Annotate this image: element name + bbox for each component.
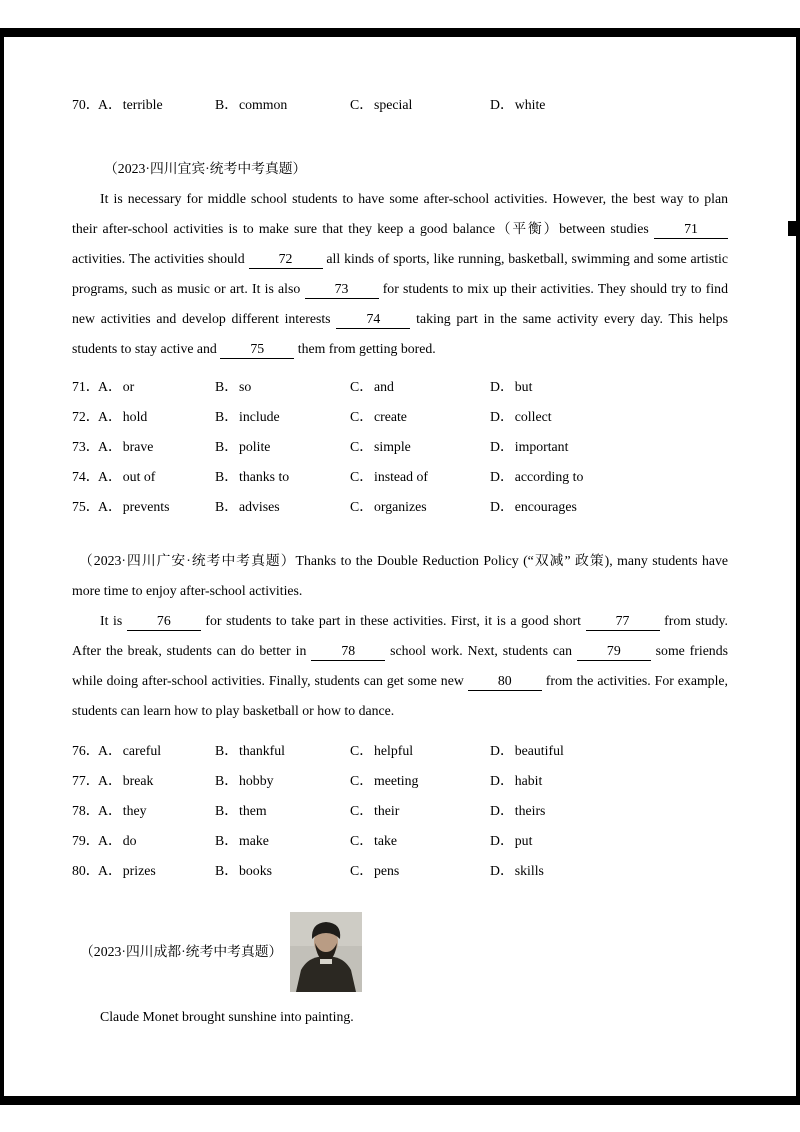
- option-label: C．: [350, 97, 373, 112]
- passage-text: some friends while doing after-school activities. Finally, students can get some new: [72, 643, 728, 688]
- option-label: B．: [215, 469, 238, 484]
- option-label: B．: [215, 863, 238, 878]
- option-text: books: [239, 863, 272, 878]
- question-row: [72, 492, 728, 522]
- option-cell: [350, 736, 490, 766]
- option-cell: [490, 90, 728, 120]
- option-label: C．: [350, 743, 373, 758]
- passage-text: school work. Next, students can: [385, 643, 577, 658]
- question-number: 75．: [72, 499, 100, 514]
- option-text: and: [374, 379, 394, 394]
- question-row: [72, 462, 728, 492]
- passage-text: It is: [100, 613, 127, 628]
- option-text: important: [514, 439, 569, 454]
- blank-78: 78: [311, 642, 385, 661]
- passage-caption-monet: Claude Monet brought sunshine into painting.: [100, 1009, 354, 1024]
- option-label: A．: [98, 439, 122, 454]
- option-label: D．: [490, 97, 514, 112]
- scan-edge-bottom: [0, 1096, 800, 1105]
- option-label: A．: [98, 863, 122, 878]
- option-cell: [350, 432, 490, 462]
- option-cell: [490, 402, 728, 432]
- option-cell: [215, 492, 350, 522]
- option-label: A．: [98, 97, 122, 112]
- option-label: B．: [215, 97, 238, 112]
- passage-text: It is necessary for middle school students to have some after-school activities. However, the best way to plan their after-school activities is to make sure that they keep a good balance（平衡）between studies: [72, 191, 728, 236]
- option-cell: [72, 90, 215, 120]
- blank-75: 75: [220, 340, 294, 359]
- option-cell: [72, 432, 215, 462]
- option-cell: [72, 372, 215, 402]
- option-text: put: [514, 833, 533, 848]
- option-label: A．: [98, 409, 122, 424]
- option-label: C．: [350, 803, 373, 818]
- option-cell: [350, 462, 490, 492]
- option-cell: [215, 402, 350, 432]
- option-label: B．: [215, 409, 238, 424]
- option-label: D．: [490, 379, 514, 394]
- question-row: [72, 90, 728, 120]
- option-text: white: [514, 97, 546, 112]
- question-number: 78．: [72, 803, 100, 818]
- scan-edge-left: [0, 28, 4, 1105]
- option-label: B．: [215, 499, 238, 514]
- option-label: D．: [490, 743, 514, 758]
- option-text: they: [122, 803, 147, 818]
- option-cell: [72, 766, 215, 796]
- blank-80: 80: [468, 672, 542, 691]
- option-text: them: [239, 803, 267, 818]
- option-text: hold: [122, 409, 148, 424]
- option-text: so: [239, 379, 252, 394]
- passage-text: activities. The activities should: [72, 251, 249, 266]
- option-cell: [490, 462, 728, 492]
- question-number: 71．: [72, 379, 100, 394]
- option-label: C．: [350, 439, 373, 454]
- section-source-guangan: （2023·四川广安·统考中考真题）: [79, 553, 296, 568]
- option-cell: [72, 796, 215, 826]
- option-text: skills: [514, 863, 544, 878]
- option-label: A．: [98, 803, 122, 818]
- option-label: B．: [215, 379, 238, 394]
- option-label: C．: [350, 499, 373, 514]
- option-label: C．: [350, 409, 373, 424]
- option-cell: [72, 462, 215, 492]
- question-70-block: [72, 90, 728, 120]
- option-text: take: [374, 833, 397, 848]
- question-number: 74．: [72, 469, 100, 484]
- question-row: [72, 402, 728, 432]
- option-label: D．: [490, 409, 514, 424]
- option-text: encourages: [514, 499, 577, 514]
- option-label: A．: [98, 469, 122, 484]
- option-label: C．: [350, 833, 373, 848]
- question-list-76-80: [72, 736, 728, 886]
- cloze-passage-guangan: [72, 606, 728, 726]
- passage-text: from the activities. For example, students can learn how to play basketball or how to dance.: [72, 673, 728, 718]
- option-text: brave: [122, 439, 154, 454]
- option-cell: [490, 826, 728, 856]
- option-text: simple: [374, 439, 411, 454]
- option-cell: [215, 766, 350, 796]
- question-row: [72, 766, 728, 796]
- blank-76: 76: [127, 612, 201, 631]
- option-text: or: [122, 379, 135, 394]
- scan-artifact-tab: [788, 221, 800, 236]
- option-label: D．: [490, 469, 514, 484]
- section-chengdu: [72, 912, 728, 992]
- cloze-passage-yibin: [72, 184, 728, 364]
- option-cell: [215, 462, 350, 492]
- option-text: do: [122, 833, 137, 848]
- option-cell: [72, 826, 215, 856]
- option-text: hobby: [239, 773, 274, 788]
- option-label: B．: [215, 833, 238, 848]
- option-cell: [490, 372, 728, 402]
- option-text: collect: [514, 409, 552, 424]
- option-cell: [72, 402, 215, 432]
- option-cell: [72, 492, 215, 522]
- option-label: A．: [98, 773, 122, 788]
- passage-text: from study. After the break, students can do better in: [72, 613, 728, 658]
- option-cell: [350, 372, 490, 402]
- option-cell: [490, 766, 728, 796]
- option-text: common: [239, 97, 288, 112]
- option-text: advises: [239, 499, 280, 514]
- option-label: B．: [215, 803, 238, 818]
- option-text: pens: [374, 863, 400, 878]
- option-text: prevents: [122, 499, 170, 514]
- option-cell: [215, 796, 350, 826]
- option-text: helpful: [374, 743, 414, 758]
- option-cell: [350, 826, 490, 856]
- option-label: C．: [350, 379, 373, 394]
- option-cell: [350, 856, 490, 886]
- question-list-71-75: [72, 372, 728, 522]
- blank-74: 74: [336, 310, 410, 329]
- question-row: [72, 796, 728, 826]
- option-text: create: [374, 409, 407, 424]
- question-row: [72, 856, 728, 886]
- section-source-chengdu: （2023·四川成都·统考中考真题）: [80, 944, 283, 959]
- option-text: include: [239, 409, 280, 424]
- option-label: B．: [215, 773, 238, 788]
- option-label: C．: [350, 863, 373, 878]
- option-label: D．: [490, 833, 514, 848]
- scan-edge-top: [0, 28, 800, 37]
- passage-text: for students to take part in these activities. First, it is a good short: [200, 613, 586, 628]
- option-cell: [215, 372, 350, 402]
- option-text: make: [239, 833, 269, 848]
- blank-72: 72: [249, 250, 323, 269]
- question-number: 80．: [72, 863, 100, 878]
- option-cell: [215, 736, 350, 766]
- option-text: meeting: [374, 773, 419, 788]
- question-row: [72, 432, 728, 462]
- option-text: polite: [239, 439, 271, 454]
- option-text: theirs: [514, 803, 546, 818]
- option-label: D．: [490, 499, 514, 514]
- blank-73: 73: [305, 280, 379, 299]
- option-text: thanks to: [239, 469, 290, 484]
- option-label: D．: [490, 773, 514, 788]
- option-cell: [490, 856, 728, 886]
- question-number: 72．: [72, 409, 100, 424]
- option-cell: [490, 736, 728, 766]
- section-source-yibin: （2023·四川宜宾·统考中考真题）: [104, 161, 307, 176]
- passage-text: for students to mix up their activities. They should try to find new activities and develop different interests: [72, 281, 728, 326]
- option-label: D．: [490, 863, 514, 878]
- option-cell: [350, 90, 490, 120]
- option-label: D．: [490, 439, 514, 454]
- option-cell: [72, 856, 215, 886]
- scan-edge-right: [796, 28, 800, 1105]
- question-number: 77．: [72, 773, 100, 788]
- passage-text: them from getting bored.: [294, 341, 436, 356]
- option-cell: [215, 432, 350, 462]
- option-text: thankful: [239, 743, 285, 758]
- option-text: careful: [122, 743, 162, 758]
- question-number: 70．: [72, 97, 100, 112]
- option-cell: [490, 432, 728, 462]
- option-cell: [490, 492, 728, 522]
- option-text: but: [514, 379, 533, 394]
- blank-77: 77: [586, 612, 660, 631]
- option-label: C．: [350, 469, 373, 484]
- option-text: habit: [514, 773, 543, 788]
- option-cell: [215, 826, 350, 856]
- option-text: break: [122, 773, 154, 788]
- blank-71: 71: [654, 220, 728, 239]
- section-guangan-intro-line: [72, 546, 728, 606]
- option-label: D．: [490, 803, 514, 818]
- option-text: prizes: [122, 863, 156, 878]
- option-cell: [350, 402, 490, 432]
- question-row: [72, 736, 728, 766]
- guangan-intro-text: Thanks to the Double Reduction Policy (“双减” 政策), many students have more time to enjoy after-school activities.: [72, 553, 728, 598]
- option-cell: [350, 766, 490, 796]
- option-label: A．: [98, 833, 122, 848]
- option-label: B．: [215, 439, 238, 454]
- option-cell: [490, 796, 728, 826]
- question-row: [72, 372, 728, 402]
- blank-79: 79: [577, 642, 651, 661]
- option-text: beautiful: [514, 743, 564, 758]
- option-text: special: [374, 97, 413, 112]
- option-text: out of: [122, 469, 156, 484]
- question-number: 79．: [72, 833, 100, 848]
- option-text: according to: [514, 469, 584, 484]
- option-label: B．: [215, 743, 238, 758]
- option-text: instead of: [374, 469, 429, 484]
- monet-portrait-image: [290, 912, 362, 992]
- option-label: C．: [350, 773, 373, 788]
- question-row: [72, 826, 728, 856]
- option-cell: [215, 90, 350, 120]
- question-number: 73．: [72, 439, 100, 454]
- passage-text: all kinds of sports, like running, basketball, swimming and some artistic programs, such as music or art. It is also: [72, 251, 728, 296]
- option-label: A．: [98, 743, 122, 758]
- option-text: their: [374, 803, 400, 818]
- passage-text: taking part in the same activity every day. This helps students to stay active and: [72, 311, 728, 356]
- option-text: organizes: [374, 499, 427, 514]
- option-label: A．: [98, 379, 122, 394]
- document-page: [72, 90, 728, 1028]
- option-label: A．: [98, 499, 122, 514]
- option-cell: [350, 796, 490, 826]
- question-number: 76．: [72, 743, 100, 758]
- option-cell: [350, 492, 490, 522]
- option-cell: [215, 856, 350, 886]
- option-text: terrible: [122, 97, 163, 112]
- option-cell: [72, 736, 215, 766]
